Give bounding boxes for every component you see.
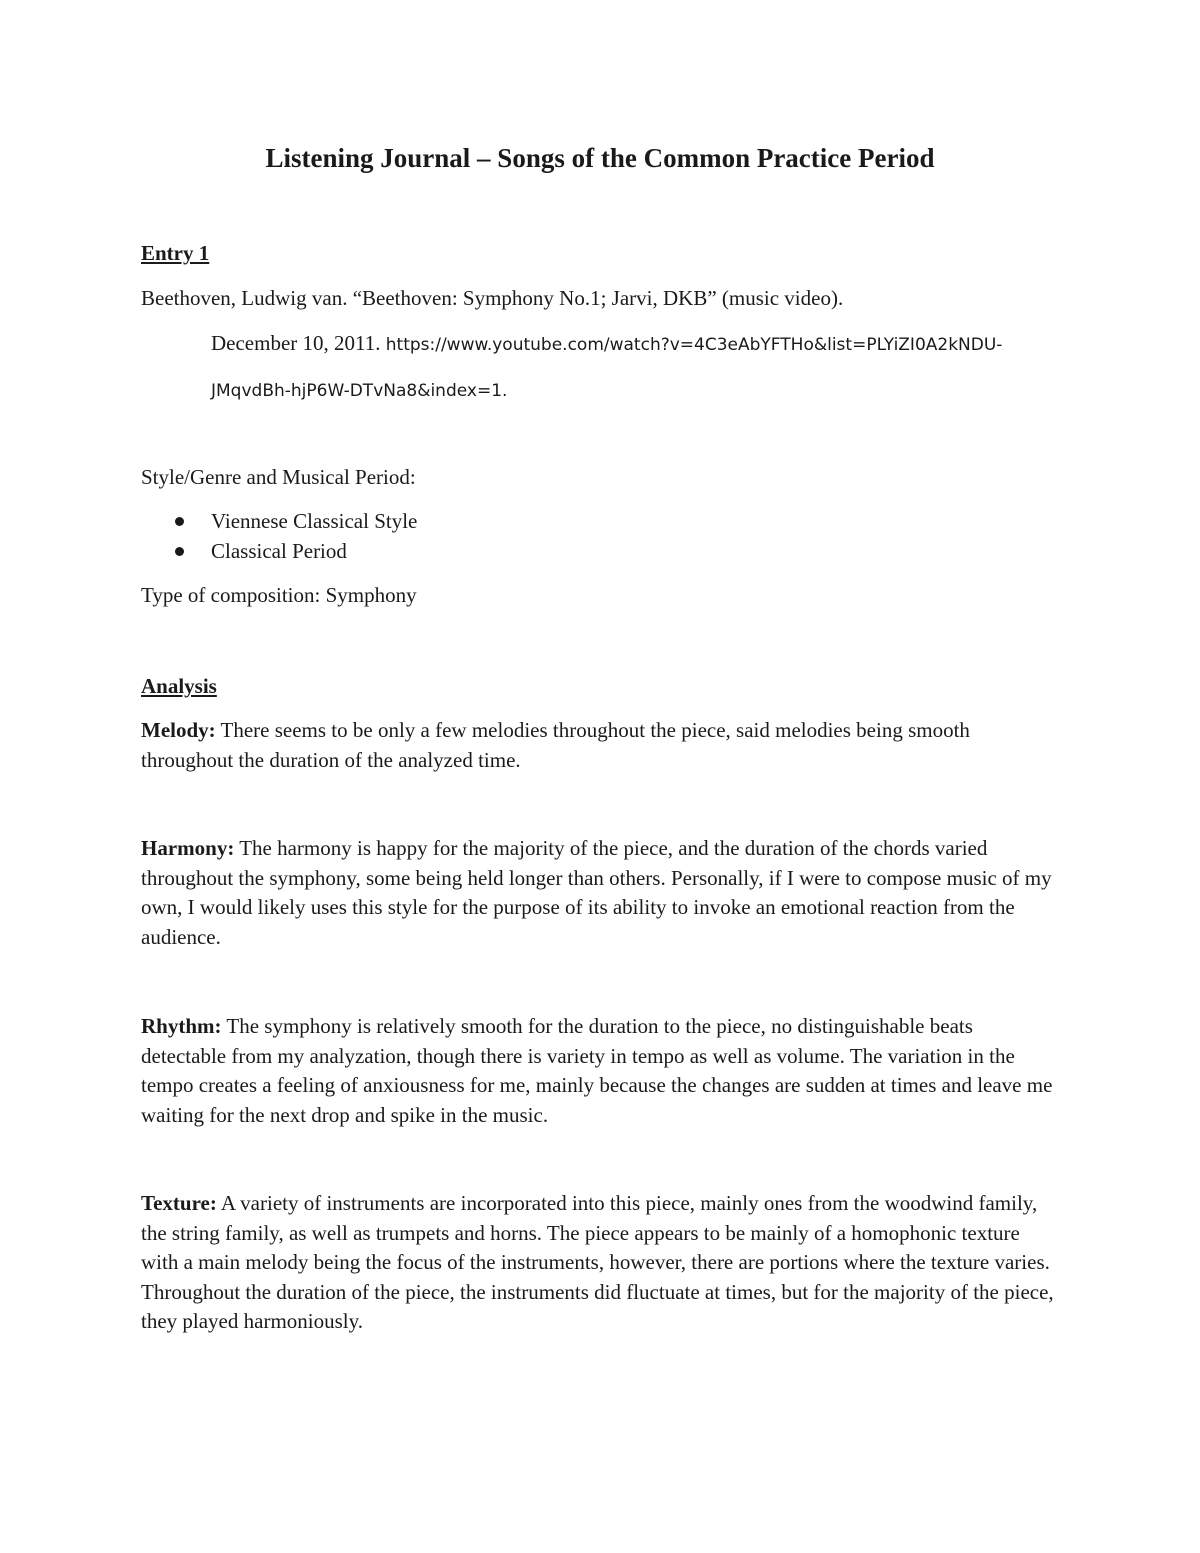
texture-paragraph bbox=[141, 1189, 1061, 1337]
texture-label: Texture: bbox=[141, 1191, 217, 1215]
melody-text: There seems to be only a few melodies throughout the piece, said melodies being smooth throughout the duration of the analyzed time. bbox=[141, 718, 970, 772]
style-genre-label: Style/Genre and Musical Period: bbox=[141, 465, 416, 489]
harmony-label: Harmony: bbox=[141, 836, 235, 860]
rhythm-text: The symphony is relatively smooth for the duration to the piece, no distinguishable beats detectable from my analyzation, though there is variety in tempo as well as volume. The variation in the tempo creates a feeling of anxiousness for me, mainly because the changes are sudden at times and leave me waiting for the next drop and spike in the music. bbox=[141, 1014, 1053, 1127]
composition-type: Type of composition: Symphony bbox=[141, 583, 417, 607]
rhythm-paragraph bbox=[141, 1012, 1061, 1130]
melody-label: Melody: bbox=[141, 718, 216, 742]
harmony-paragraph bbox=[141, 834, 1061, 952]
citation-date-url bbox=[211, 328, 1002, 360]
analysis-heading: Analysis bbox=[141, 674, 217, 698]
list-item-text: Viennese Classical Style bbox=[211, 509, 418, 533]
citation-url-link[interactable]: https://www.youtube.com/watch?v=4C3eAbYFTHo&list=PLYiZI0A2kNDU- bbox=[385, 335, 1003, 355]
harmony-text: The harmony is happy for the majority of the piece, and the duration of the chords varied throughout the symphony, some being held longer than others. Personally, if I were to compose music of my own, I would likely uses this style for the purpose of its ability to invoke an emotional reaction from the audience. bbox=[141, 836, 1052, 949]
list-item-text: Classical Period bbox=[211, 539, 347, 563]
bullet-icon bbox=[175, 547, 184, 556]
citation-url-continued bbox=[211, 374, 507, 406]
entry-heading: Entry 1 bbox=[141, 241, 210, 265]
citation-author-title: Beethoven, Ludwig van. “Beethoven: Symphony No.1; Jarvi, DKB” (music video). bbox=[141, 286, 844, 310]
citation-url-link-continued[interactable]: JMqvdBh-hjP6W-DTvNa8&index=1. bbox=[211, 381, 508, 401]
citation-date: December 10, 2011. bbox=[211, 331, 386, 355]
bullet-icon bbox=[175, 517, 184, 526]
rhythm-label: Rhythm: bbox=[141, 1014, 222, 1038]
document-title: Listening Journal – Songs of the Common Practice Period bbox=[265, 143, 935, 173]
texture-text: A variety of instruments are incorporated into this piece, mainly ones from the woodwind family, the string family, as well as trumpets and horns. The piece appears to be mainly of a homophonic texture with a main melody being the focus of the instruments, however, there are portions where the texture varies. Throughout the duration of the piece, the instruments did fluctuate at times, but for the majority of the piece, they played harmoniously. bbox=[141, 1191, 1054, 1333]
melody-paragraph bbox=[141, 716, 1061, 775]
